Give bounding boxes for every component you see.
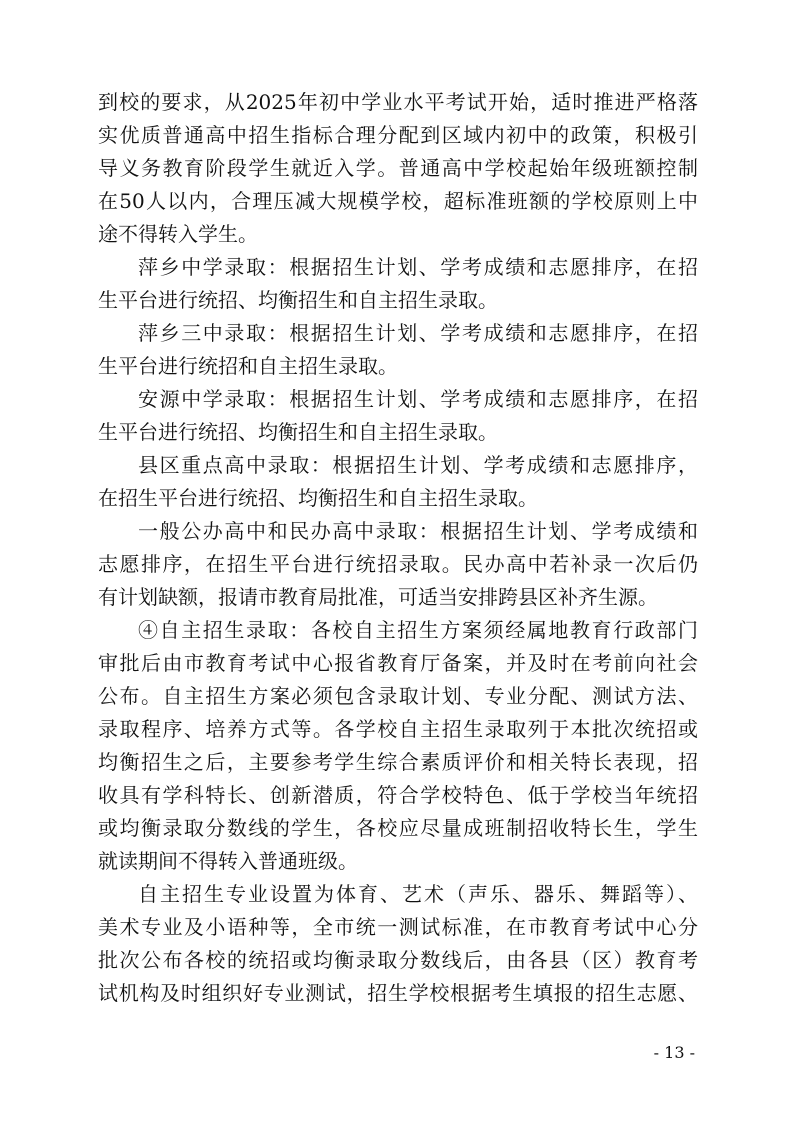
text-line: 收具有学科特长、创新潜质，符合学校特色、低于学校当年统招 — [98, 785, 698, 807]
text-line: 萍乡中学录取：根据招生计划、学考成绩和志愿排序，在招 — [138, 257, 698, 279]
text-line: 县区重点高中录取：根据招生计划、学考成绩和志愿排序， — [138, 455, 698, 477]
page-number: - 13 - — [653, 1043, 695, 1062]
text-line: 安源中学录取：根据招生计划、学考成绩和志愿排序，在招 — [138, 389, 698, 411]
text-line: 生平台进行统招、均衡招生和自主招生录取。 — [98, 290, 498, 312]
text-line: 试机构及时组织好专业测试，招生学校根据考生填报的招生志愿、 — [98, 983, 698, 1005]
text-line: 录取程序、培养方式等。各学校自主招生录取列于本批次统招或 — [98, 719, 698, 741]
text-line: 审批后由市教育考试中心报省教育厅备案，并及时在考前向社会 — [98, 653, 698, 675]
text-line: 生平台进行统招和自主招生录取。 — [98, 356, 398, 378]
text-line: 或均衡录取分数线的学生，各校应尽量成班制招收特长生，学生 — [98, 818, 698, 840]
text-line: 就读期间不得转入普通班级。 — [98, 851, 358, 873]
document-body — [98, 92, 698, 1016]
text-line: 到校的要求，从2025年初中学业水平考试开始，适时推进严格落 — [98, 92, 698, 114]
text-line: 批次公布各校的统招或均衡录取分数线后，由各县（区）教育考 — [98, 950, 698, 972]
text-line: 有计划缺额，报请市教育局批准，可适当安排跨县区补齐生源。 — [98, 587, 658, 609]
text-line: 实优质普通高中招生指标合理分配到区域内初中的政策，积极引 — [98, 125, 698, 147]
text-line: ④自主招生录取：各校自主招生方案须经属地教育行政部门 — [138, 620, 698, 642]
text-line: 在50人以内，合理压减大规模学校，超标准班额的学校原则上中 — [98, 191, 698, 213]
text-line: 美术专业及小语种等，全市统一测试标准，在市教育考试中心分 — [98, 917, 698, 939]
text-line: 生平台进行统招、均衡招生和自主招生录取。 — [98, 422, 498, 444]
text-line: 公布。自主招生方案必须包含录取计划、专业分配、测试方法、 — [98, 686, 698, 708]
text-line: 在招生平台进行统招、均衡招生和自主招生录取。 — [98, 488, 538, 510]
text-line: 萍乡三中录取：根据招生计划、学考成绩和志愿排序，在招 — [138, 323, 698, 345]
text-line: 均衡招生之后，主要参考学生综合素质评价和相关特长表现，招 — [98, 752, 698, 774]
text-line: 导义务教育阶段学生就近入学。普通高中学校起始年级班额控制 — [98, 158, 698, 180]
text-line: 途不得转入学生。 — [98, 224, 258, 246]
text-line: 一般公办高中和民办高中录取：根据招生计划、学考成绩和 — [138, 521, 698, 543]
text-line: 自主招生专业设置为体育、艺术（声乐、器乐、舞蹈等）、 — [138, 884, 698, 906]
text-line: 志愿排序，在招生平台进行统招录取。民办高中若补录一次后仍 — [98, 554, 698, 576]
